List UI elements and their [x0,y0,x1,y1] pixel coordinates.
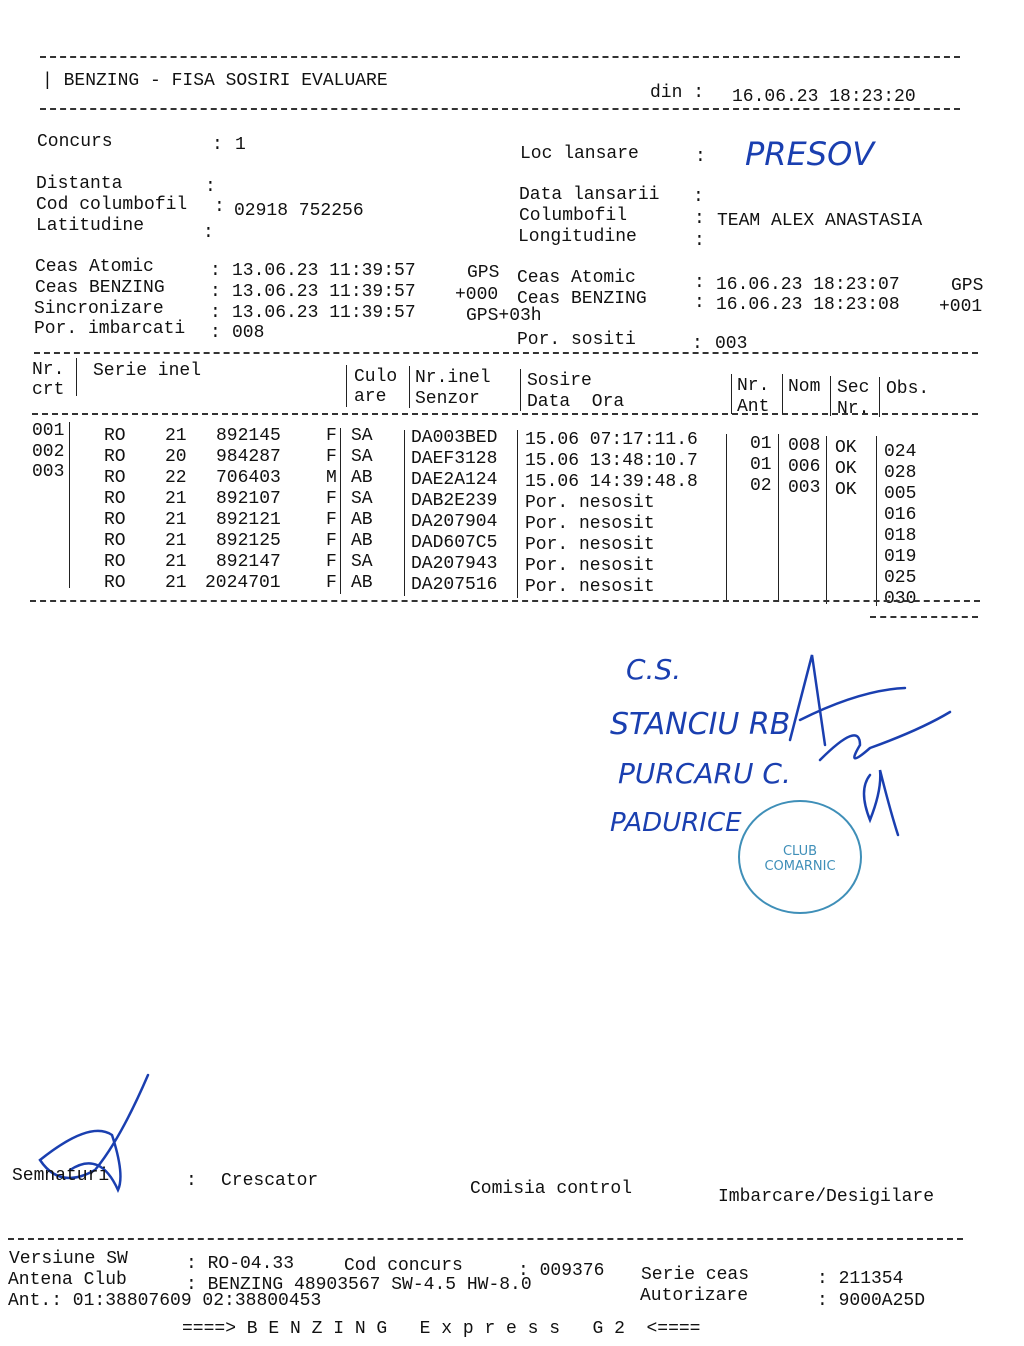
cell-ring: 892125 [216,531,281,551]
ceas-atomic-start-sep: : [210,261,221,281]
autorizare-label: Autorizare [640,1286,749,1306]
cell-obs: 025 [884,568,917,588]
cell-ring: 892107 [216,489,281,509]
latitudine-label: Latitudine [36,216,145,236]
cell-nom: 008 [788,436,821,456]
footer-top-rule [8,1238,963,1240]
cell-ring: 892145 [216,426,281,446]
header-senzor: Senzor [415,389,480,409]
cell-color: SA [351,426,373,446]
cell-country: RO [104,468,126,488]
cell-color: AB [351,573,373,593]
por-imbarcati-label: Por. imbarcati [34,319,186,339]
sincronizare-sep: : [210,303,221,323]
club-stamp [738,800,862,914]
por-imbarcati-sep: : [210,323,221,343]
cell-sex: F [326,531,337,551]
handwritten-name: C.S. [626,653,682,686]
header-crt: crt [32,380,65,400]
header-serie-inel: Serie inel [93,361,202,381]
cell-obs: 030 [884,589,917,609]
header-sosire: Sosire [527,371,592,391]
cell-obs: 028 [884,463,917,483]
cell-country: RO [104,573,126,593]
signature-path [864,770,898,835]
cell-color: AB [351,531,373,551]
header-nom: Nom [788,377,821,397]
cell-year: 21 [165,489,187,509]
por-sositi-sep: : [692,334,703,354]
cell-sensor: DAEF3128 [411,449,498,469]
ceas-atomic-end-label: Ceas Atomic [517,268,636,288]
ceas-atomic-end-value: 16.06.23 18:23:07 [716,275,900,295]
header-nr-ant: Nr. [737,376,770,396]
autorizare-value: : 9000A25D [817,1291,926,1311]
header-data-ora: Data Ora [527,392,625,412]
header-culo: Culo [354,367,398,387]
cell-sec: OK [835,459,857,479]
cell-country: RO [104,510,126,530]
ceas-benzing-end-sep: : [694,293,705,313]
cell-ring: 984287 [216,447,281,467]
distanta-sep: : [205,177,216,197]
stamp-line-1: CLUB [782,844,818,859]
ceas-benzing-start-value: 13.06.23 11:39:57 [232,282,416,302]
cell-sensor: DAB2E239 [411,491,498,511]
crt-number: 002 [32,442,65,462]
cell-ant: 01 [750,455,772,475]
cell-sex: F [326,552,337,572]
longitudine-label: Longitudine [518,227,637,247]
header-are: are [354,387,387,407]
data-lansarii-sep: : [693,187,704,207]
cell-sex: F [326,510,337,530]
cell-sex: F [326,447,337,467]
cod-concurs-value: : 009376 [518,1261,605,1281]
antena-values: Ant.: 01:38807609 02:38800453 [8,1291,322,1311]
ceas-atomic-start-value: 13.06.23 11:39:57 [232,261,416,281]
loc-lansare-sep: : [695,147,706,167]
concurs-label: Concurs [37,132,113,152]
ceas-benzing-end-suffix: +001 [939,297,983,317]
cell-country: RO [104,489,126,509]
cell-sex: M [326,468,337,488]
cell-sex: F [326,489,337,509]
cell-nom: 003 [788,478,821,498]
cell-country: RO [104,552,126,572]
ceas-benzing-start-suffix: +000 [455,285,499,305]
cell-color: AB [351,468,373,488]
cell-arrival: 15.06 14:39:48.8 [525,472,698,492]
header-ant: Ant [737,397,770,417]
cell-arrival: Por. nesosit [525,535,655,555]
ceas-atomic-end-sep: : [694,273,705,293]
cell-year: 22 [165,468,187,488]
ceas-benzing-end-label: Ceas BENZING [517,289,647,309]
data-lansarii-label: Data lansarii [519,185,660,205]
cod-columbofil-value: 02918 752256 [234,201,364,221]
handwritten-name: PADURICE [610,808,742,838]
cell-sex: F [326,573,337,593]
ceas-benzing-start-sep: : [210,282,221,302]
cell-arrival: Por. nesosit [525,577,655,597]
cell-color: SA [351,489,373,509]
ceas-benzing-start-label: Ceas BENZING [35,278,165,298]
cod-columbofil-sep: : [214,197,225,217]
cell-sensor: DAE2A124 [411,470,498,490]
cell-sec: OK [835,438,857,458]
versiune-label: Versiune SW [9,1249,128,1269]
handwritten-name: PURCARU C. [618,757,791,790]
cell-nom: 006 [788,457,821,477]
cell-year: 21 [165,531,187,551]
antena-club-label: Antena Club [8,1270,127,1290]
columbofil-sep: : [694,209,705,229]
crt-number: 001 [32,421,65,441]
header-nr: Nr. [32,360,65,380]
header-sec: Sec [837,378,870,398]
header-obs: Obs. [886,379,930,399]
cell-year: 21 [165,552,187,572]
loc-lansare-label: Loc lansare [520,144,639,164]
cell-ring: 2024701 [205,573,281,593]
cell-obs: 024 [884,442,917,462]
por-sositi-label: Por. sositi [517,330,636,350]
crt-number: 003 [32,462,65,482]
antena-club-value: : BENZING 48903567 SW-4.5 HW-8.0 [186,1275,532,1295]
signatures-sep: : [186,1171,197,1191]
cell-color: SA [351,447,373,467]
por-imbarcati-value: 008 [232,323,265,343]
cell-color: SA [351,552,373,572]
cell-country: RO [104,447,126,467]
cell-country: RO [104,531,126,551]
columbofil-label: Columbofil [519,206,628,226]
sincronizare-suffix: GPS+03h [466,306,542,326]
cell-ant: 02 [750,476,772,496]
cell-arrival: 15.06 13:48:10.7 [525,451,698,471]
columbofil-value: TEAM ALEX ANASTASIA [717,211,923,231]
date-label: din : [650,83,705,103]
cell-ring: 892121 [216,510,281,530]
cod-columbofil-label: Cod columbofil [36,195,188,215]
signatures-label: Semnaturi [12,1166,110,1186]
cell-sec: OK [835,480,857,500]
sincronizare-value: 13.06.23 11:39:57 [232,303,416,323]
ceas-atomic-end-suffix: GPS [951,276,984,296]
cell-sex: F [326,426,337,446]
por-sositi-value: 003 [715,334,748,354]
cod-concurs-label: Cod concurs [344,1256,463,1276]
latitudine-sep: : [203,223,214,243]
cell-obs: 005 [884,484,917,504]
document-title: | BENZING - FISA SOSIRI EVALUARE [42,71,388,91]
cell-obs: 019 [884,547,917,567]
cell-country: RO [104,426,126,446]
ceas-atomic-start-suffix: GPS [467,263,500,283]
cell-ring: 892147 [216,552,281,572]
cell-sensor: DA003BED [411,428,498,448]
signature-crescator: Crescator [221,1171,319,1191]
cell-year: 20 [165,447,187,467]
cell-year: 21 [165,510,187,530]
benzing-banner: ====> B E N Z I N G E x p r e s s G 2 <==== [182,1319,701,1339]
signature-path [790,655,950,760]
longitudine-sep: : [694,231,705,251]
cell-arrival: Por. nesosit [525,514,655,534]
cell-sensor: DAD607C5 [411,533,498,553]
cell-arrival: 15.06 07:17:11.6 [525,430,698,450]
ceas-atomic-start-label: Ceas Atomic [35,257,154,277]
cell-ring: 706403 [216,468,281,488]
cell-sensor: DA207943 [411,554,498,574]
cell-obs: 016 [884,505,917,525]
ceas-benzing-end-value: 16.06.23 18:23:08 [716,295,900,315]
cell-obs: 018 [884,526,917,546]
cell-arrival: Por. nesosit [525,493,655,513]
serie-ceas-value: : 211354 [817,1269,904,1289]
distanta-label: Distanta [36,174,123,194]
date-value: 16.06.23 18:23:20 [732,87,916,107]
concurs-sep: : [212,135,223,155]
loc-lansare-value: PRESOV [745,135,875,173]
cell-sensor: DA207904 [411,512,498,532]
cell-arrival: Por. nesosit [525,556,655,576]
signature-comisia-control: Comisia control [470,1179,633,1199]
handwritten-name: STANCIU RB [610,707,791,742]
header-sec-nr: Nr. [837,399,870,419]
cell-year: 21 [165,426,187,446]
sincronizare-label: Sincronizare [34,299,164,319]
cell-year: 21 [165,573,187,593]
cell-sensor: DA207516 [411,575,498,595]
concurs-value: 1 [235,135,246,155]
cell-ant: 01 [750,434,772,454]
serie-ceas-label: Serie ceas [641,1265,750,1285]
cell-color: AB [351,510,373,530]
stamp-line-2: COMARNIC [764,859,836,874]
header-nr-inel: Nr.inel [415,368,491,388]
signature-imbarcare: Imbarcare/Desigilare [718,1187,935,1207]
versiune-value: : RO-04.33 [186,1254,295,1274]
